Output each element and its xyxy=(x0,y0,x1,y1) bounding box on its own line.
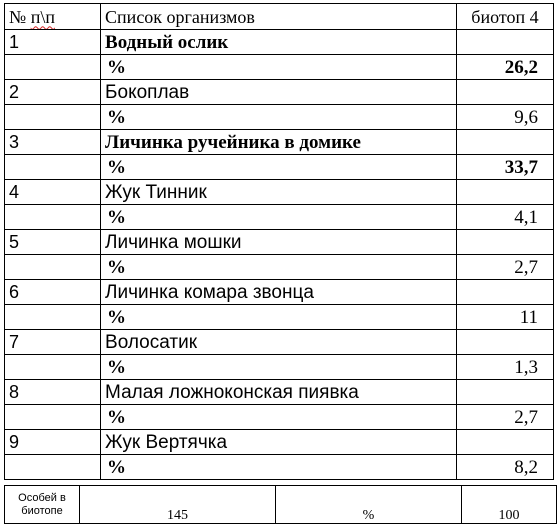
row-number: 7 xyxy=(5,330,101,355)
organism-name-row xyxy=(5,130,554,155)
footer-label-cell xyxy=(5,486,80,524)
header-number-prefix: № xyxy=(9,6,31,27)
percent-label: % xyxy=(101,405,457,430)
footer-label-line1: Особей в xyxy=(18,491,66,504)
organism-value-row xyxy=(5,55,554,80)
row-number: 9 xyxy=(5,430,101,455)
biotope-percent-value: 2,7 xyxy=(456,405,553,430)
footer-percent-cell: % xyxy=(276,486,462,524)
empty-cell xyxy=(5,255,101,280)
biotope-percent-value: 8,2 xyxy=(456,455,553,480)
biotope-percent-value: 11 xyxy=(456,305,553,330)
organism-value-row xyxy=(5,205,554,230)
organism-name: Водный ослик xyxy=(101,30,457,55)
empty-cell xyxy=(5,155,101,180)
biotope-percent-value: 2,7 xyxy=(456,255,553,280)
biotope-percent-value: 33,7 xyxy=(456,155,553,180)
header-organisms-cell: Список организмов xyxy=(101,4,457,30)
empty-cell xyxy=(456,80,553,105)
footer-block xyxy=(4,485,554,524)
organism-value-row xyxy=(5,155,554,180)
empty-cell xyxy=(5,355,101,380)
footer-count-cell: 145 xyxy=(80,486,276,524)
percent-label: % xyxy=(101,105,457,130)
row-number: 4 xyxy=(5,180,101,205)
organism-name: Малая ложноконская пиявка xyxy=(101,380,457,405)
empty-cell xyxy=(456,30,553,55)
biotope-percent-value: 26,2 xyxy=(456,55,553,80)
row-number: 5 xyxy=(5,230,101,255)
organism-value-row xyxy=(5,105,554,130)
organism-name-row xyxy=(5,30,554,55)
empty-cell xyxy=(456,180,553,205)
percent-label: % xyxy=(101,355,457,380)
organism-name-row xyxy=(5,380,554,405)
header-number-cell xyxy=(5,4,101,30)
organism-name: Личинка ручейника в домике xyxy=(101,130,457,155)
document-page xyxy=(4,3,554,524)
organism-name-row xyxy=(5,80,554,105)
empty-cell xyxy=(456,380,553,405)
organism-name: Личинка мошки xyxy=(101,230,457,255)
organism-name-row xyxy=(5,180,554,205)
footer-table xyxy=(4,485,557,524)
row-number: 2 xyxy=(5,80,101,105)
footer-row xyxy=(5,486,557,524)
row-number: 6 xyxy=(5,280,101,305)
organism-value-row xyxy=(5,355,554,380)
organism-name: Жук Тинник xyxy=(101,180,457,205)
organism-name-row xyxy=(5,430,554,455)
organism-name: Личинка комара звонца xyxy=(101,280,457,305)
organism-value-row xyxy=(5,305,554,330)
organisms-table xyxy=(4,3,554,480)
biotope-percent-value: 4,1 xyxy=(456,205,553,230)
organism-value-row xyxy=(5,455,554,480)
empty-cell xyxy=(5,205,101,230)
organism-name-row xyxy=(5,280,554,305)
footer-total-cell: 100 xyxy=(462,486,557,524)
organism-name-row xyxy=(5,330,554,355)
percent-label: % xyxy=(101,155,457,180)
empty-cell xyxy=(456,230,553,255)
percent-label: % xyxy=(101,55,457,80)
empty-cell xyxy=(456,330,553,355)
empty-cell xyxy=(5,55,101,80)
empty-cell xyxy=(5,405,101,430)
biotope-percent-value: 9,6 xyxy=(456,105,553,130)
table-header-row xyxy=(5,4,554,30)
organism-name: Жук Вертячка xyxy=(101,430,457,455)
row-number: 3 xyxy=(5,130,101,155)
percent-label: % xyxy=(101,455,457,480)
empty-cell xyxy=(456,280,553,305)
percent-label: % xyxy=(101,205,457,230)
header-biotope-cell: биотоп 4 xyxy=(456,4,553,30)
footer-label-line2: биотопе xyxy=(21,504,63,517)
percent-label: % xyxy=(101,255,457,280)
organism-name: Бокоплав xyxy=(101,80,457,105)
empty-cell xyxy=(456,430,553,455)
header-number-word: п\п xyxy=(30,6,55,27)
organism-name-row xyxy=(5,230,554,255)
percent-label: % xyxy=(101,305,457,330)
organism-value-row xyxy=(5,405,554,430)
row-number: 1 xyxy=(5,30,101,55)
organism-value-row xyxy=(5,255,554,280)
empty-cell xyxy=(456,130,553,155)
empty-cell xyxy=(5,455,101,480)
empty-cell xyxy=(5,105,101,130)
organism-name: Волосатик xyxy=(101,330,457,355)
empty-cell xyxy=(5,305,101,330)
row-number: 8 xyxy=(5,380,101,405)
biotope-percent-value: 1,3 xyxy=(456,355,553,380)
